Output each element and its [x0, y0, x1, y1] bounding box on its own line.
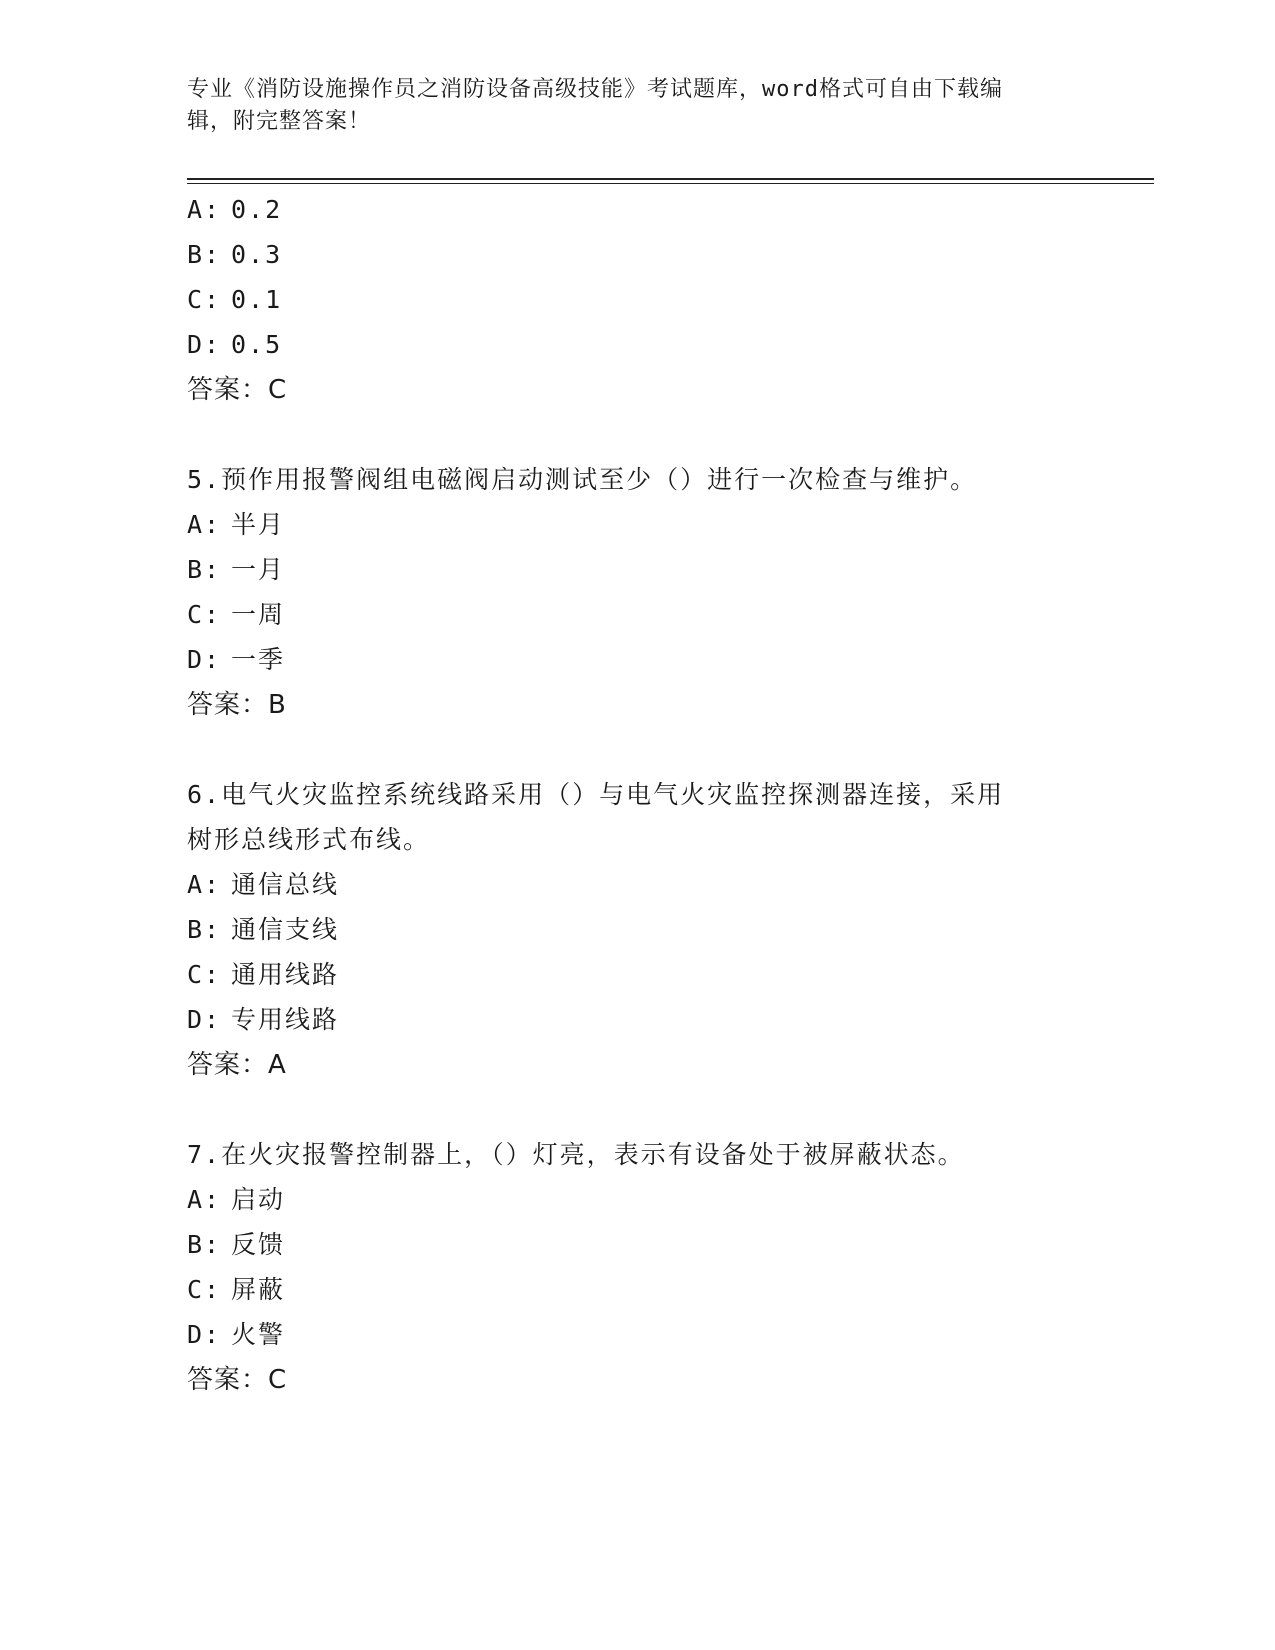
option-label: A:: [187, 1185, 222, 1214]
option-text: 通用线路: [231, 960, 340, 989]
q7-option-b: [187, 1230, 285, 1260]
header-line-2: 辑，附完整答案！: [187, 109, 372, 134]
q6-option-a: [187, 870, 339, 900]
option-label: B:: [187, 240, 222, 269]
option-label: D:: [187, 330, 222, 359]
option-label: C:: [187, 960, 222, 989]
header-divider-thick: [187, 178, 1154, 180]
header-line-1: 专业《消防设施操作员之消防设备高级技能》考试题库，word格式可自由下载编: [187, 77, 1003, 102]
option-label: D:: [187, 1320, 222, 1349]
option-text: 0.2: [231, 195, 283, 224]
document-header: [187, 74, 1067, 138]
q7-option-d: [187, 1320, 285, 1350]
option-label: C:: [187, 1275, 222, 1304]
q7-option-a: [187, 1185, 285, 1215]
q4-option-a: [187, 195, 282, 225]
option-label: B:: [187, 915, 222, 944]
option-text: 火警: [231, 1320, 286, 1349]
option-text: 一周: [231, 600, 286, 629]
q5-option-b: [187, 555, 285, 585]
option-text: 半月: [231, 510, 286, 539]
option-label: A:: [187, 510, 222, 539]
option-text: 0.1: [231, 285, 283, 314]
q7-stem: 7.在火灾报警控制器上，（）灯亮，表示有设备处于被屏蔽状态。: [187, 1140, 965, 1169]
q5-stem: 5.预作用报警阀组电磁阀启动测试至少（）进行一次检查与维护。: [187, 465, 978, 494]
q6-stem-line-2: 树形总线形式布线。: [187, 825, 431, 854]
q6-option-d: [187, 1005, 339, 1035]
option-label: D:: [187, 1005, 222, 1034]
option-label: C:: [187, 600, 222, 629]
q6-answer: 答案：A: [187, 1050, 287, 1080]
q4-option-d: [187, 330, 282, 360]
header-divider-thin: [187, 183, 1154, 184]
q7-option-c: [187, 1275, 285, 1305]
option-text: 一月: [231, 555, 286, 584]
q4-option-c: [187, 285, 282, 315]
q6-option-c: [187, 960, 339, 990]
q6-stem-line-1: 6.电气火灾监控系统线路采用（）与电气火灾监控探测器连接，采用: [187, 780, 1005, 809]
option-text: 反馈: [231, 1230, 286, 1259]
q5-option-c: [187, 600, 285, 630]
option-label: C:: [187, 285, 222, 314]
option-label: D:: [187, 645, 222, 674]
option-text: 屏蔽: [231, 1275, 286, 1304]
q4-option-b: [187, 240, 282, 270]
option-text: 通信支线: [231, 915, 340, 944]
q5-option-a: [187, 510, 285, 540]
option-label: B:: [187, 1230, 222, 1259]
option-text: 一季: [231, 645, 286, 674]
option-text: 0.3: [231, 240, 283, 269]
option-label: A:: [187, 870, 222, 899]
option-text: 启动: [231, 1185, 286, 1214]
option-label: A:: [187, 195, 222, 224]
q4-answer: 答案：C: [187, 375, 288, 405]
q5-answer: 答案：B: [187, 690, 287, 720]
option-text: 通信总线: [231, 870, 340, 899]
option-text: 0.5: [231, 330, 283, 359]
option-label: B:: [187, 555, 222, 584]
q5-option-d: [187, 645, 285, 675]
q7-answer: 答案：C: [187, 1365, 288, 1395]
q6-option-b: [187, 915, 339, 945]
option-text: 专用线路: [231, 1005, 340, 1034]
